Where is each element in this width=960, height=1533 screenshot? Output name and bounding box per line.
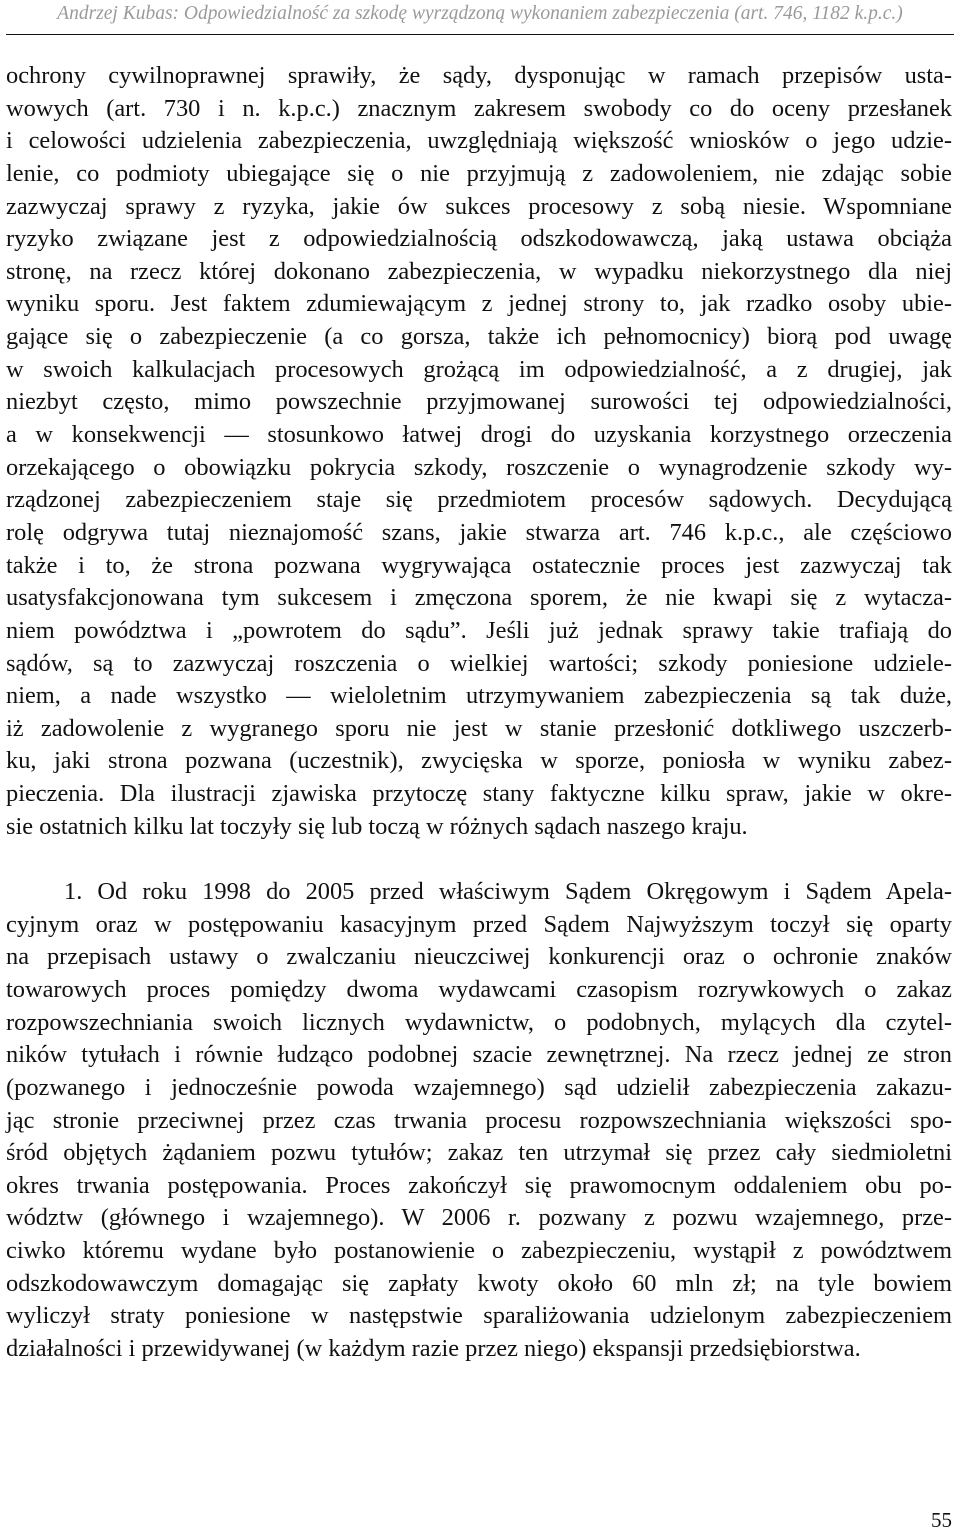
text-line: rolę odgrywa tutaj nieznajomość szans, jakie stwarza art. 746 k.p.c., ale częściowo	[6, 518, 952, 546]
body-text	[6, 60, 952, 1366]
text-line: (pozwanego i jednocześnie powoda wzajemnego) sąd udzielił zabezpieczenia zakazu-	[6, 1073, 952, 1101]
text-line: na przepisach ustawy o zwalczaniu nieuczciwej konkurencji oraz o ochronie znaków	[6, 943, 952, 971]
page-number: 55	[931, 1508, 952, 1532]
text-line: ochrony cywilnoprawnej sprawiły, że sądy, dysponując w ramach przepisów usta-	[6, 62, 952, 89]
text-line: gające się o zabezpieczenie (a co gorsza, także ich pełnomocnicy) biorą pod uwagę	[6, 323, 952, 351]
text-line: a w konsekwencji — stosunkowo łatwej drogi do uzyskania korzystnego orzeczenia	[6, 421, 952, 449]
text-line: i celowości udzielenia zabezpieczenia, uwzględniają większość wniosków o jego udzie-	[6, 127, 952, 155]
paragraph-1	[6, 60, 952, 843]
text-line: śród objętych żądaniem pozwu tytułów; zakaz ten utrzymał się przez cały siedmioletni	[6, 1139, 952, 1167]
text-line: orzekającego o obowiązku pokrycia szkody, roszczenie o wynagrodzenie szkody wy-	[6, 453, 952, 481]
running-header: Andrzej Kubas: Odpowiedzialność za szkodę wyrządzoną wykonaniem zabezpieczenia (art. 746, 1182 k.p.c.)	[57, 3, 903, 24]
text-line: wyniku sporu. Jest faktem zdumiewającym z jednej strony to, jak rzadko osoby ubie-	[6, 290, 952, 318]
text-line: okres trwania postępowania. Proces zakończył się prawomocnym oddaleniem obu po-	[6, 1171, 952, 1199]
text-line: usatysfakcjonowana tym sukcesem i zmęczona sporem, że nie kwapi się z wytacza-	[6, 584, 952, 612]
text-line: niezbyt często, mimo powszechnie przyjmowanej surowości tej odpowiedzialności,	[6, 388, 952, 416]
text-line: także i to, że strona pozwana wygrywająca ostatecznie proces jest zazwyczaj tak	[6, 551, 952, 579]
text-line: wództw (głównego i wzajemnego). W 2006 r. pozwany z pozwu wzajemnego, prze-	[6, 1204, 952, 1232]
text-line: jąc stronie przeciwnej przez czas trwania procesu rozpowszechniania większości spo-	[6, 1106, 952, 1134]
text-line: iż zadowolenie z wygranego sporu nie jest w stanie przesłonić dotkliwego uszczerb-	[6, 714, 952, 742]
text-line: odszkodowawczym domagając się zapłaty kwoty około 60 mln zł; na tyle bowiem	[6, 1269, 952, 1297]
text-line: działalności i przewidywanej (w każdym razie przez niego) ekspansji przedsiębiorstwa.	[6, 1334, 861, 1362]
text-line: rządzonej zabezpieczeniem staje się przedmiotem procesów sądowych. Decydującą	[6, 486, 952, 514]
text-line: niem, a nade wszystko — wieloletnim utrzymywaniem zabezpieczenia są tak duże,	[6, 682, 952, 710]
text-line: ku, jaki strona pozwana (uczestnik), zwycięska w sporze, poniosła w wyniku zabez-	[6, 747, 952, 775]
text-line: lenie, co podmioty ubiegające się o nie przyjmują z zadowoleniem, nie zdając sobie	[6, 159, 952, 187]
text-line: sądów, są to zazwyczaj roszczenia o wielkiej wartości; szkody poniesione udziele-	[6, 649, 952, 677]
paragraph-gap	[6, 843, 952, 876]
text-line: sie ostatnich kilku lat toczyły się lub toczą w różnych sądach naszego kraju.	[6, 812, 748, 840]
paragraph-2	[6, 876, 952, 1366]
text-line: w swoich kalkulacjach procesowych grożącą im odpowiedzialność, a z drugiej, jak	[6, 355, 952, 383]
text-line: wyliczył straty poniesione w następstwie sparaliżowania udzielonym zabezpieczeniem	[6, 1302, 952, 1330]
text-line: wowych (art. 730 i n. k.p.c.) znacznym zakresem swobody co do oceny przesłanek	[6, 94, 952, 122]
text-line: towarowych proces pomiędzy dwoma wydawcami czasopism rozrywkowych o zakaz	[6, 975, 952, 1003]
header-divider	[6, 34, 954, 35]
text-line: zazwyczaj sprawy z ryzyka, jakie ów sukces procesowy z sobą niesie. Wspomniane	[6, 192, 952, 220]
text-line: ryzyko związane jest z odpowiedzialnością odszkodowawczą, jaką ustawa obciąża	[6, 225, 952, 253]
text-line: 1. Od roku 1998 do 2005 przed właściwym Sądem Okręgowym i Sądem Apela-	[64, 878, 952, 906]
text-line: pieczenia. Dla ilustracji zjawiska przytoczę stany faktyczne kilku spraw, jakie w okre-	[6, 780, 952, 808]
text-line: rozpowszechniania swoich licznych wydawnictw, o podobnych, mylących dla czytel-	[6, 1008, 952, 1036]
text-line: cyjnym oraz w postępowaniu kasacyjnym przed Sądem Najwyższym toczył się oparty	[6, 910, 952, 938]
text-line: ników tytułach i równie łudząco podobnej szacie zewnętrznej. Na rzecz jednej ze stron	[6, 1041, 952, 1069]
text-line: niem powództwa i „powrotem do sądu”. Jeśli już jednak sprawy takie trafiają do	[6, 616, 952, 644]
text-line: stronę, na rzecz której dokonano zabezpieczenia, w wypadku niekorzystnego dla niej	[6, 257, 952, 285]
text-line: ciwko któremu wydane było postanowienie o zabezpieczeniu, wystąpił z powództwem	[6, 1237, 952, 1265]
